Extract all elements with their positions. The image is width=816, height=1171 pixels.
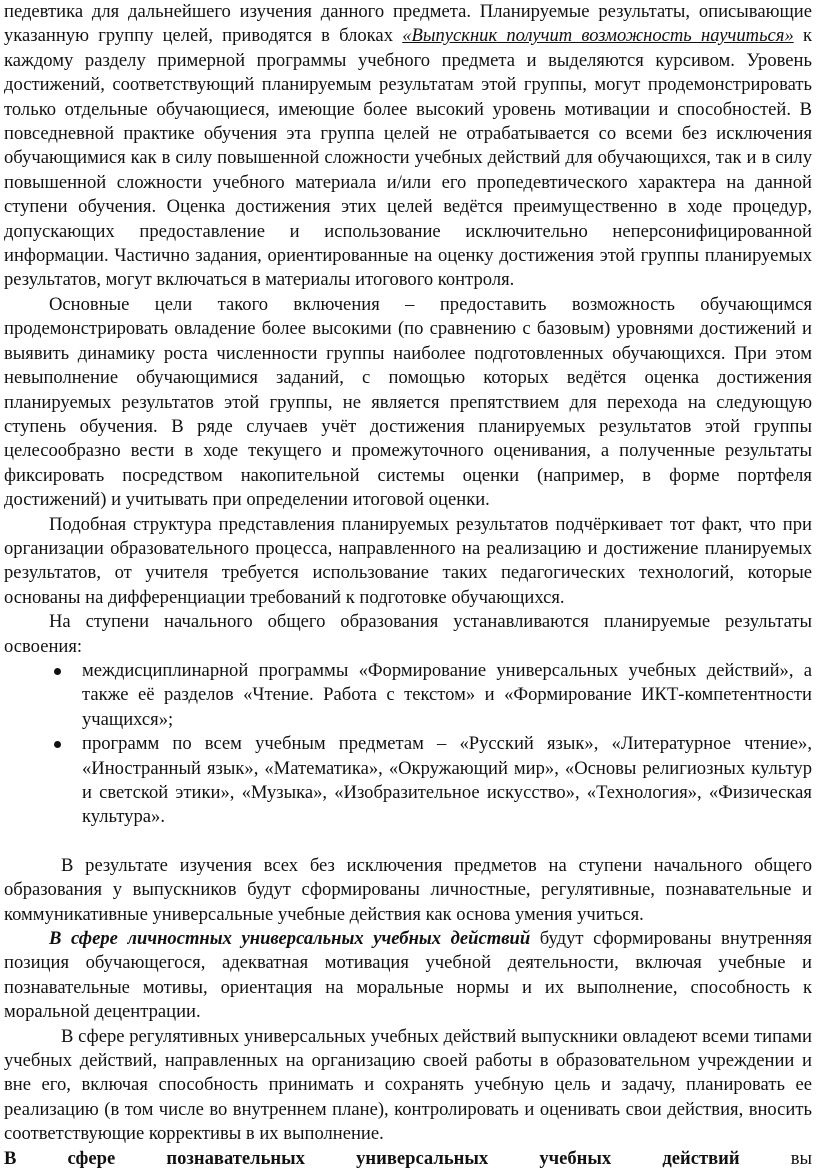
paragraph-primary-level: На ступени начального общего образования устанавливаются планируемые результаты освоения: <box>4 611 812 657</box>
list-item <box>4 659 812 732</box>
paragraph-personal-actions <box>4 927 812 1025</box>
paragraph-continuation <box>4 0 812 293</box>
paragraph-results: В результате изучения всех без исключения предметов на ступени начального общего образования у выпускников будут сформированы личностные, регулятивные, познавательные и коммуникативные универсальные учебные действия как основа умения учиться. <box>4 854 812 925</box>
bold-heading: В сфере познавательных универсальных учебных действий <box>4 1147 740 1169</box>
list-item-text: междисциплинарной программы «Формирование универсальных учебных действий», а также её разделов «Чтение. Работа с текстом» и «Формирование ИКТ-компетентности учащихся»; <box>82 659 812 730</box>
blank-line <box>4 830 812 854</box>
bullet-icon <box>54 668 61 675</box>
paragraph-regulatory-actions: В сфере регулятивных универсальных учебных действий выпускники овладеют всеми типами учебных действий, направленных на организацию своей работы в образовательном учреждении и вне его, включая способность принимать и сохранять учебную цель и задачу, планировать ее реализацию (в том числе во внутреннем плане), контролировать и оценивать свои действия, вносить соответствующие коррективы в их выполнение. <box>4 1025 812 1145</box>
paragraph-goals: Основные цели такого включения – предоставить возможность обучающимся продемонстрировать овладение более высокими (по сравнению с базовым) уровнями достижений и выявить динамику роста численности группы наиболее подготовленных обучающихся. При этом невыполнение обучающимися заданий, с помощью которых ведётся оценка достижения планируемых результатов этой группы, не является препятствием для перехода на следующую ступень обучения. В ряде случаев учёт достижения планируемых результатов этой группы целесообразно вести в ходе текущего и промежуточного оценивания, а полученные результаты фиксировать посредством накопительной системы оценки (например, в форме портфеля достижений) и учитывать при определении итоговой оценки. <box>4 293 812 511</box>
bold-italic-heading: В сфере личностных универсальных учебных действий <box>49 928 531 950</box>
underlined-block-reference: «Выпускник получит возможность научиться» <box>402 25 794 47</box>
paragraph-structure: Подобная структура представления планируемых результатов подчёркивает тот факт, что при организации образовательного процесса, направленного на реализацию и достижение планируемых результатов, от учителя требуется использование таких педагогических технологий, которые основаны на дифференциации требований к подготовке обучающихся. <box>4 513 812 608</box>
paragraph-cognitive-actions <box>4 1147 812 1171</box>
paragraph-text: вы <box>739 1147 812 1169</box>
bullet-icon <box>54 741 61 748</box>
list-item <box>4 732 812 830</box>
paragraph-text: будут сформированы внутренняя позиция обучающегося, адекватная мотивация учебной деятельности, включая учебные и познавательные мотивы, ориентация на моральные нормы и их выполнение, способность к моральной децентрации. <box>4 928 812 1023</box>
list-item-text: программ по всем учебным предметам – «Русский язык», «Литературное чтение», «Иностранный язык», «Математика», «Окружающий мир», «Основы религиозных культур и светской этики», «Музыка», «Изобразительное искусство», «Технология», «Физическая культура». <box>82 733 812 828</box>
paragraph-text: педевтика для дальнейшего изучения данного предмета. Планируемые результаты, описывающие указанную группу целей, приводятся в блоках <box>4 1 812 47</box>
bullet-list <box>4 659 812 830</box>
paragraph-text: к каждому разделу примерной программы учебного предмета и выделяются курсивом. Уровень достижений, соответствующий планируемым результатам этой группы, могут продемонстрировать только отдельные обучающиеся, имеющие более высокий уровень мотивации и способностей. В повседневной практике обучения эта группа целей не отрабатывается со всеми без исключения обучающимися как в силу повышенной сложности учебных действий для обучающихся, так и в силу повышенной сложности учебного материала и/или его пропедевтического характера на данной ступени обучения. Оценка достижения этих целей ведётся преимущественно в ходе процедур, допускающих предоставление и использование исключительно неперсонифицированной информации. Частично задания, ориентированные на оценку достижения этой группы планируемых результатов, могут включаться в материалы итогового контроля. <box>4 25 812 291</box>
